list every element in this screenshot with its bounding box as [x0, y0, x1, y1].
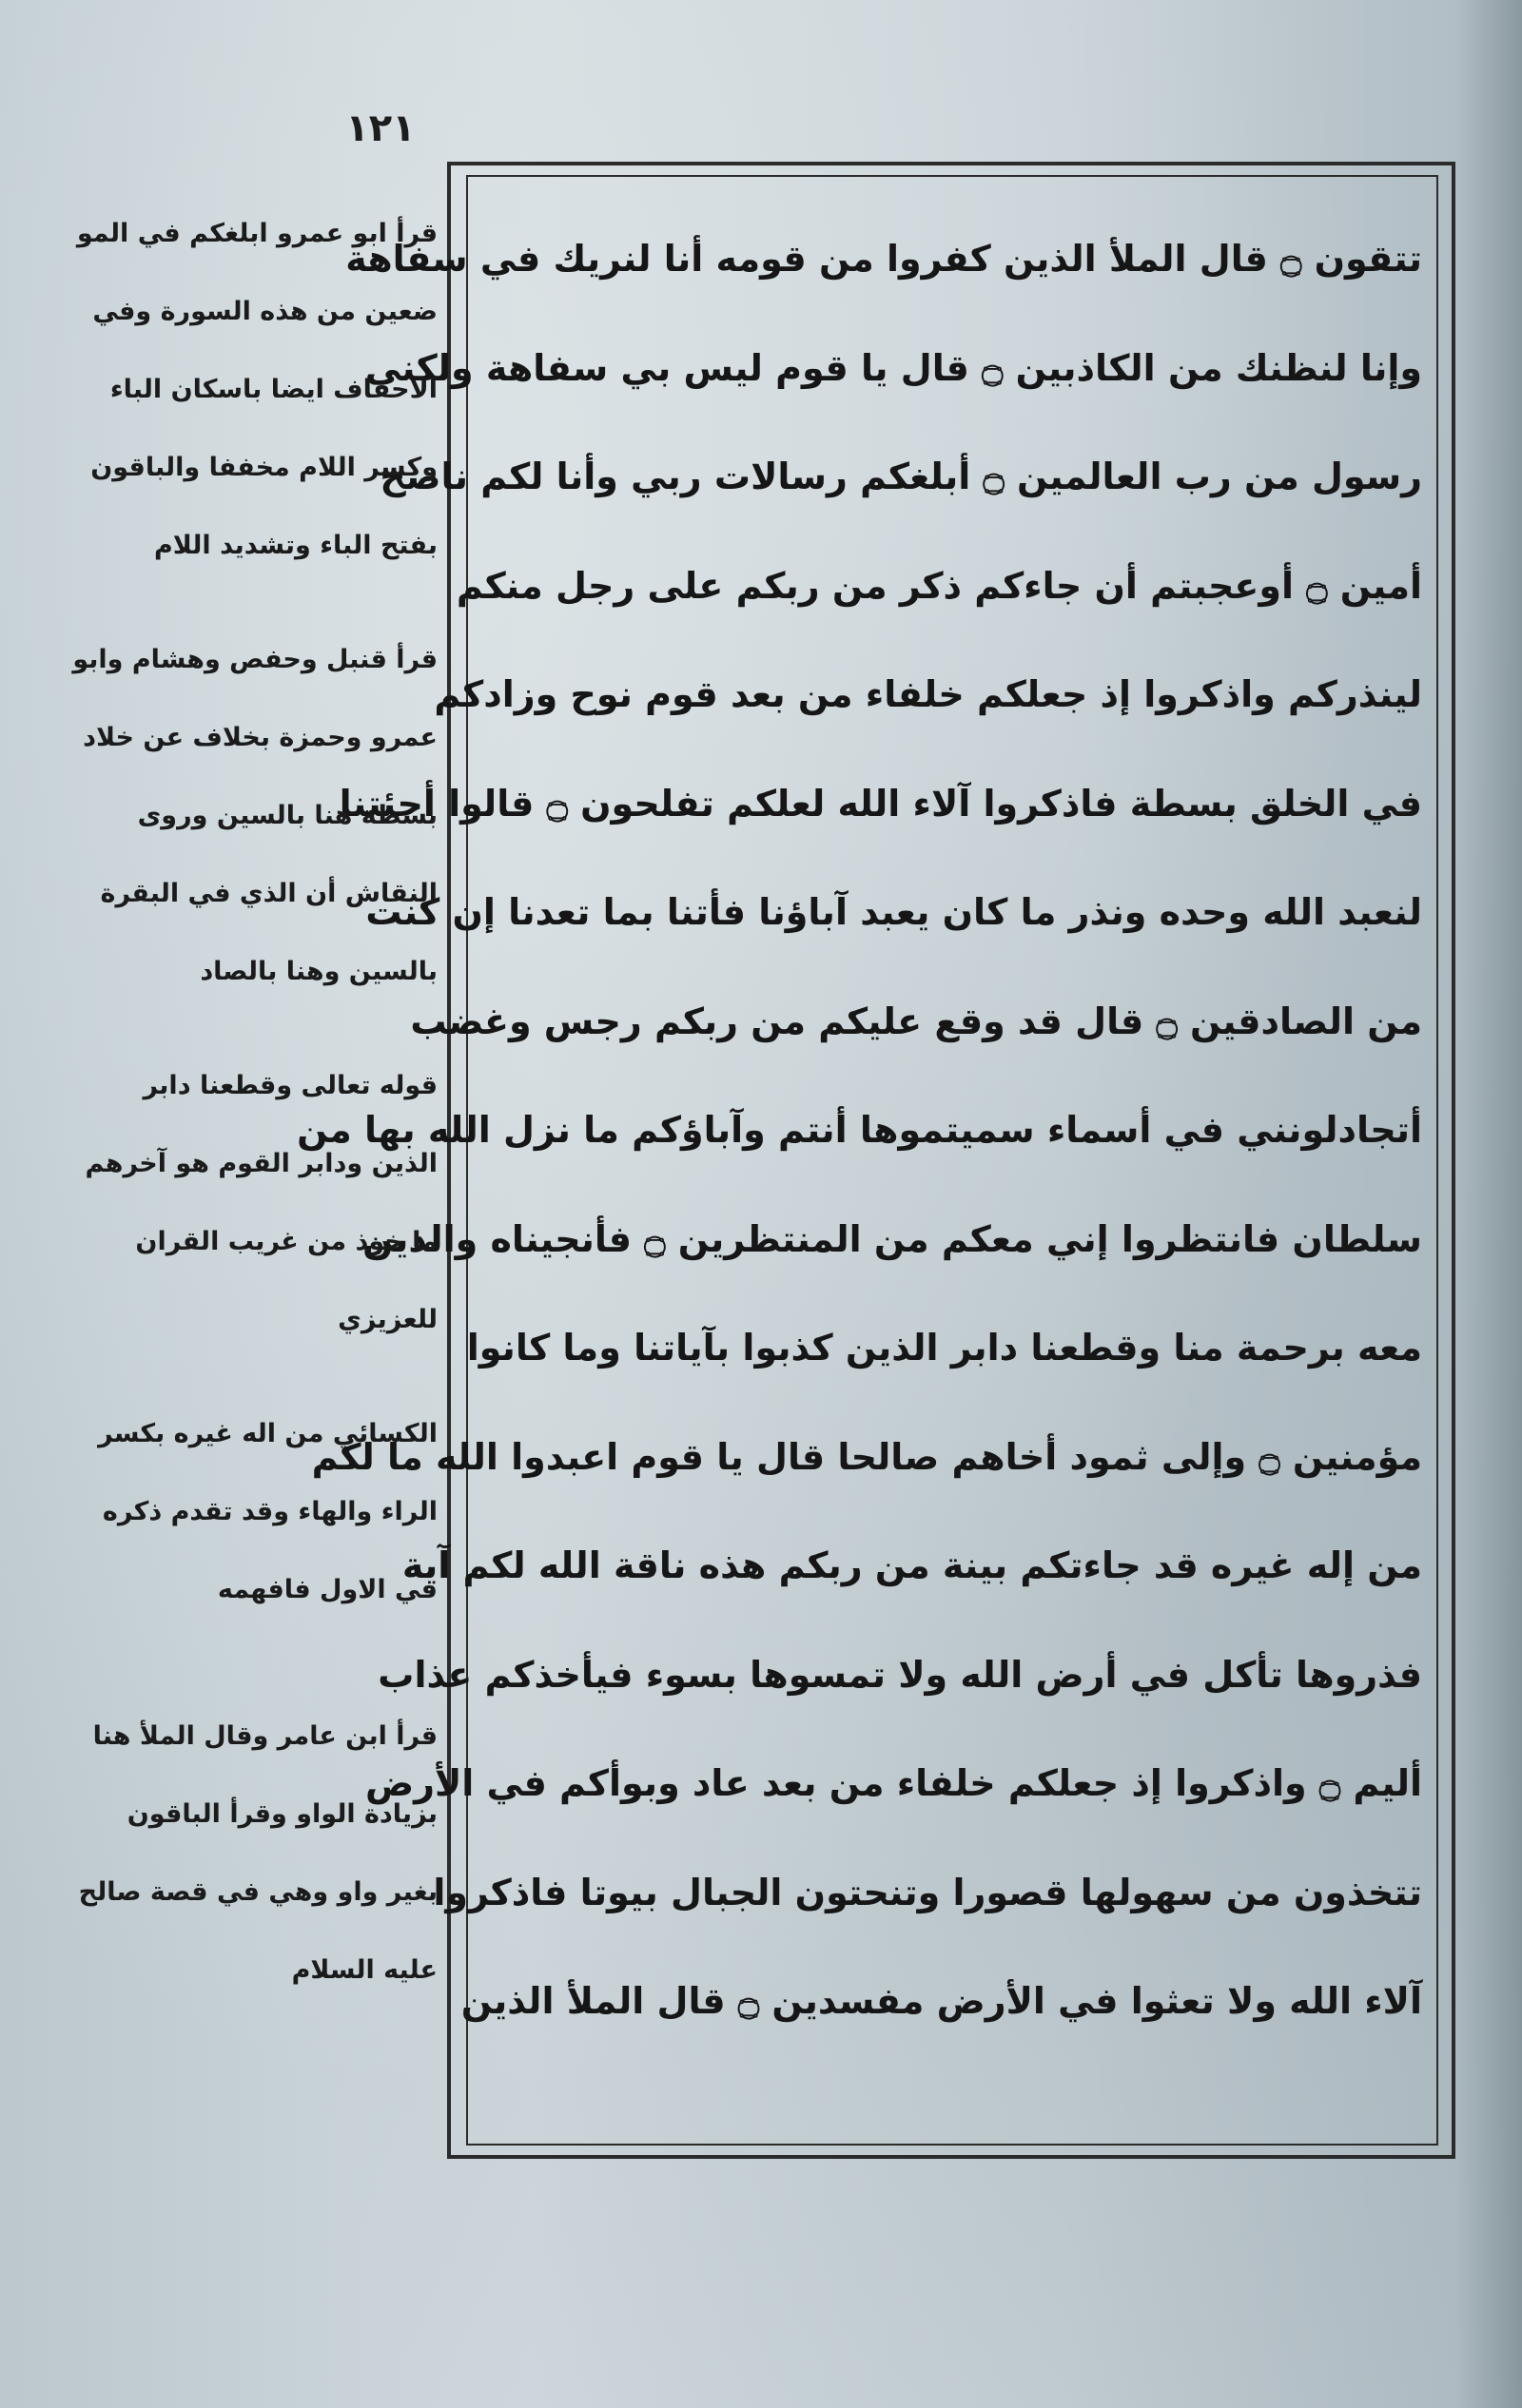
main-text-line: أمين ۝ أوعجبتم أن جاءكم ذكر من ربكم على رجل منكم	[456, 564, 1422, 607]
margin-note-line: النقاش أن الذي في البقرة	[100, 879, 438, 908]
main-text-line: سلطان فانتظروا إني معكم من المنتظرين ۝ فأنجيناه والذين	[361, 1217, 1422, 1260]
margin-note-line: الراء والهاء وقد تقدم ذكره	[102, 1497, 438, 1526]
margin-note	[19, 621, 438, 1011]
main-text-line: آلاء الله ولا تعثوا في الأرض مفسدين ۝ قال الملأ الذين	[460, 1980, 1422, 2022]
margin-note-line: قرأ ابن عامر وقال الملأ هنا	[92, 1721, 438, 1751]
main-text-line: أتجادلونني في أسماء سميتموها أنتم وآباؤكم ما نزل الله بها من	[297, 1109, 1422, 1151]
main-text-line: معه برحمة منا وقطعنا دابر الذين كذبوا بآياتنا وما كانوا	[466, 1327, 1422, 1369]
main-text-line: من إله غيره قد جاءتكم بينة من ربكم هذه ناقة الله لكم آية	[401, 1544, 1422, 1586]
margin-note	[19, 195, 438, 585]
main-text-line: مؤمنين ۝ وإلى ثمود أخاهم صالحا قال يا قوم اعبدوا الله ما لكم	[311, 1435, 1422, 1478]
margin-note	[19, 1395, 438, 1629]
page-number: ١٢١	[345, 107, 416, 150]
main-text-line: لينذركم واذكروا إذ جعلكم خلفاء من بعد قوم نوح وزادكم	[434, 673, 1422, 715]
margin-note-line: الكسائي من اله غيره بكسر	[98, 1419, 438, 1448]
page-edge-shadow	[1455, 0, 1522, 2408]
margin-note-line: للعزيزي	[338, 1305, 438, 1334]
margin-note-line: بالسين وهنا بالصاد	[200, 957, 438, 986]
margin-note-gap	[19, 1665, 438, 1698]
margin-note-line: عليه السلام	[291, 1955, 438, 1985]
main-text-line: من الصادقين ۝ قال قد وقع عليكم من ربكم رجس وغضب	[410, 1000, 1422, 1042]
margin-note-line: قرأ قنبل وحفص وهشام وابو	[72, 645, 438, 674]
margin-note-line: عمرو وحمزة بخلاف عن خلاد	[83, 723, 438, 752]
margin-note-line: الذين ودابر القوم هو آخرهم	[85, 1149, 438, 1178]
main-text-line: لنعبد الله وحده ونذر ما كان يعبد آباؤنا فأتنا بما تعدنا إن كنت	[365, 891, 1422, 933]
main-text-line: أليم ۝ واذكروا إذ جعلكم خلفاء من بعد عاد وبوأكم في الأرض	[364, 1762, 1422, 1804]
margin-note-line: بزيادة الواو وقرأ الباقون	[127, 1799, 438, 1829]
margin-notes-column	[19, 195, 438, 2046]
margin-note	[19, 1047, 438, 1359]
main-text-line: وإنا لنظنك من الكاذبين ۝ قال يا قوم ليس بي سفاهة ولكني	[364, 346, 1422, 389]
margin-note-line: بغير واو وهي في قصة صالح	[78, 1877, 438, 1907]
margin-note-line: قوله تعالى وقطعنا دابر	[143, 1071, 438, 1100]
margin-note-line: ما خوذ من غريب القران	[135, 1227, 438, 1256]
margin-note-line: بسطة هنا بالسين وروى	[137, 801, 438, 830]
margin-note-line: الاحقاف ايضا باسكان الباء	[109, 375, 438, 404]
margin-note-line: قرأ ابو عمرو ابلغكم في المو	[76, 219, 438, 248]
main-text-line: في الخلق بسطة فاذكروا آلاء الله لعلكم تفلحون ۝ قالوا أجئتنا	[339, 782, 1422, 825]
margin-note-line: ضعين من هذه السورة وفي	[92, 297, 438, 326]
margin-note-line: بفتح الباء وتشديد اللام	[153, 531, 438, 560]
margin-note-line: وكسر اللام مخففا والباقون	[90, 453, 438, 482]
margin-note-line: في الاول فافهمه	[217, 1575, 438, 1604]
main-text-line: فذروها تأكل في أرض الله ولا تمسوها بسوء فيأخذكم عذاب	[378, 1653, 1422, 1696]
main-text-line: تتقون ۝ قال الملأ الذين كفروا من قومه أنا لنريك في سفاهة	[345, 238, 1422, 280]
main-text-line: تتخذون من سهولها قصورا وتنحتون الجبال بيوتا فاذكروا	[433, 1871, 1422, 1913]
margin-note	[19, 1698, 438, 2010]
main-text-line: رسول من رب العالمين ۝ أبلغكم رسالات ربي وأنا لكم ناصح	[380, 456, 1422, 497]
